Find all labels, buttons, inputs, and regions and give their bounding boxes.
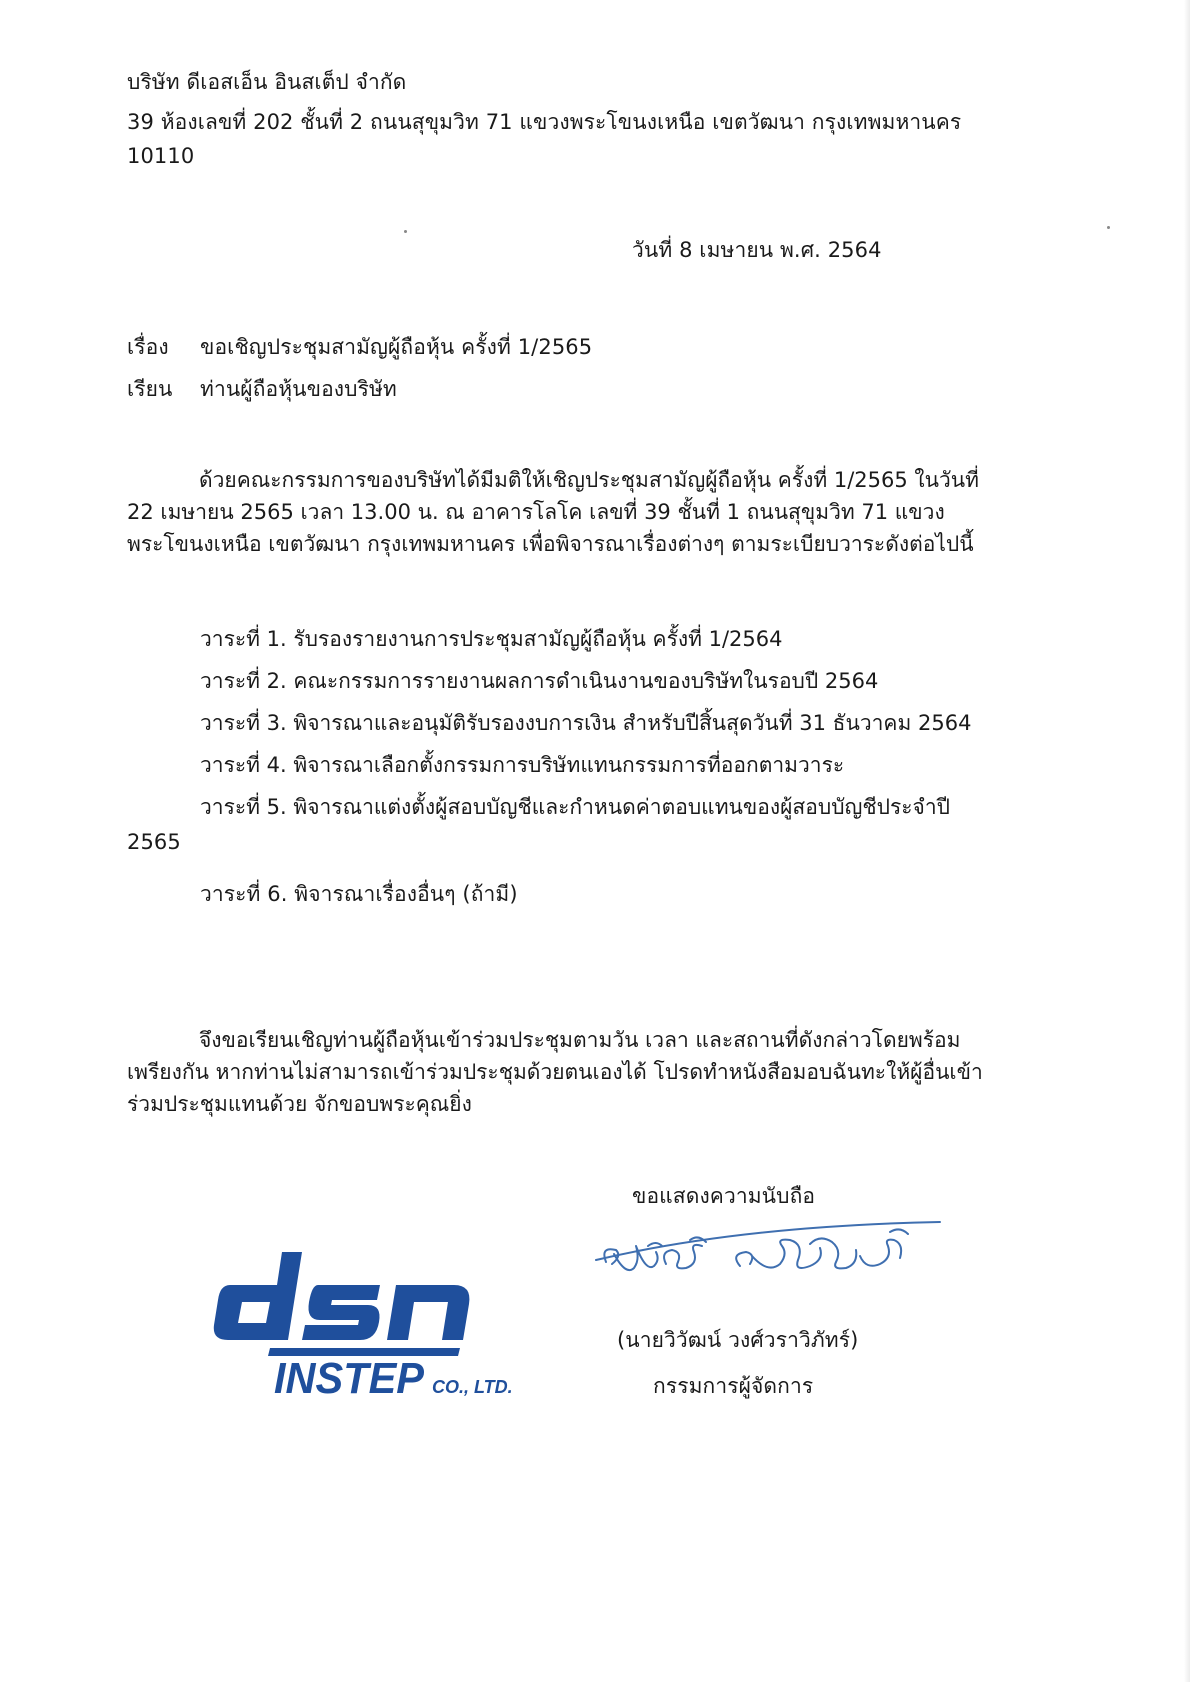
intro-line: ด้วยคณะกรรมการของบริษัทได้มีมติให้เชิญประชุมสามัญผู้ถือหุ้น ครั้งที่ 1/2565 ในวันที่ (199, 468, 979, 492)
closing-line: ร่วมประชุมแทนด้วย จักขอบพระคุณยิ่ง (127, 1092, 472, 1116)
agenda-item: วาระที่ 4. พิจารณาเลือกตั้งกรรมการบริษัทแทนกรรมการที่ออกตามวาระ (200, 753, 845, 777)
agenda-5-continuation: 2565 (127, 830, 181, 854)
agenda-item: วาระที่ 1. รับรองรายงานการประชุมสามัญผู้ถือหุ้น ครั้งที่ 1/2564 (200, 627, 783, 651)
address-line-1: 39 ห้องเลขที่ 202 ชั้นที่ 2 ถนนสุขุมวิท 71 แขวงพระโขนงเหนือ เขตวัฒนา กรุงเทพมหานคร (127, 110, 962, 134)
subject-label: เรื่อง (127, 335, 169, 359)
agenda-item: วาระที่ 2. คณะกรรมการรายงานผลการดำเนินงานของบริษัทในรอบปี 2564 (200, 669, 879, 693)
agenda-item: วาระที่ 5. พิจารณาแต่งตั้งผู้สอบบัญชีและกำหนดค่าตอบแทนของผู้สอบบัญชีประจำปี (200, 795, 950, 819)
intro-line: 22 เมษายน 2565 เวลา 13.00 น. ณ อาคารโลโค เลขที่ 39 ชั้นที่ 1 ถนนสุขุมวิท 71 แขวง (127, 500, 945, 524)
logo-d-shape (214, 1252, 302, 1340)
logo-brand-text: INSTEP (274, 1354, 425, 1400)
to-text: ท่านผู้ถือหุ้นของบริษัท (200, 377, 397, 401)
intro-paragraph (127, 464, 979, 560)
company-name: บริษัท ดีเอสเอ็น อินสเต็ป จำกัด (127, 70, 407, 94)
agenda-list (200, 623, 971, 823)
company-logo (210, 1230, 570, 1400)
agenda-item: วาระที่ 3. พิจารณาและอนุมัติรับรองงบการเงิน สำหรับปีสิ้นสุดวันที่ 31 ธันวาคม 2564 (200, 711, 972, 735)
handwritten-signature (590, 1216, 1010, 1306)
logo-s-shape (302, 1285, 380, 1340)
to-label: เรียน (127, 377, 173, 401)
signer-name: (นายวิวัฒน์ วงศ์วราวิภัทร์) (617, 1328, 859, 1352)
subject-text: ขอเชิญประชุมสามัญผู้ถือหุ้น ครั้งที่ 1/2565 (200, 335, 593, 359)
agenda-item: วาระที่ 6. พิจารณาเรื่องอื่นๆ (ถ้ามี) (200, 882, 518, 906)
logo-suffix-text: CO., LTD. (432, 1377, 513, 1397)
address-line-2: 10110 (127, 144, 195, 168)
closing-paragraph (127, 1024, 983, 1120)
signer-title: กรรมการผู้จัดการ (653, 1374, 814, 1398)
scan-speck (404, 230, 407, 233)
closing-line: จึงขอเรียนเชิญท่านผู้ถือหุ้นเข้าร่วมประชุมตามวัน เวลา และสถานที่ดังกล่าวโดยพร้อม (199, 1028, 961, 1052)
logo-n-shape (387, 1285, 469, 1340)
letter-date: วันที่ 8 เมษายน พ.ศ. 2564 (632, 238, 882, 262)
closing-line: เพรียงกัน หากท่านไม่สามารถเข้าร่วมประชุมด้วยตนเองได้ โปรดทำหนังสือมอบฉันทะให้ผู้อื่นเข้า (127, 1060, 983, 1084)
scan-speck (1107, 226, 1110, 229)
page-edge (1184, 0, 1190, 1682)
regards: ขอแสดงความนับถือ (632, 1184, 816, 1208)
intro-line: พระโขนงเหนือ เขตวัฒนา กรุงเทพมหานคร เพื่อพิจารณาเรื่องต่างๆ ตามระเบียบวาระดังต่อไปนี้ (127, 532, 974, 556)
